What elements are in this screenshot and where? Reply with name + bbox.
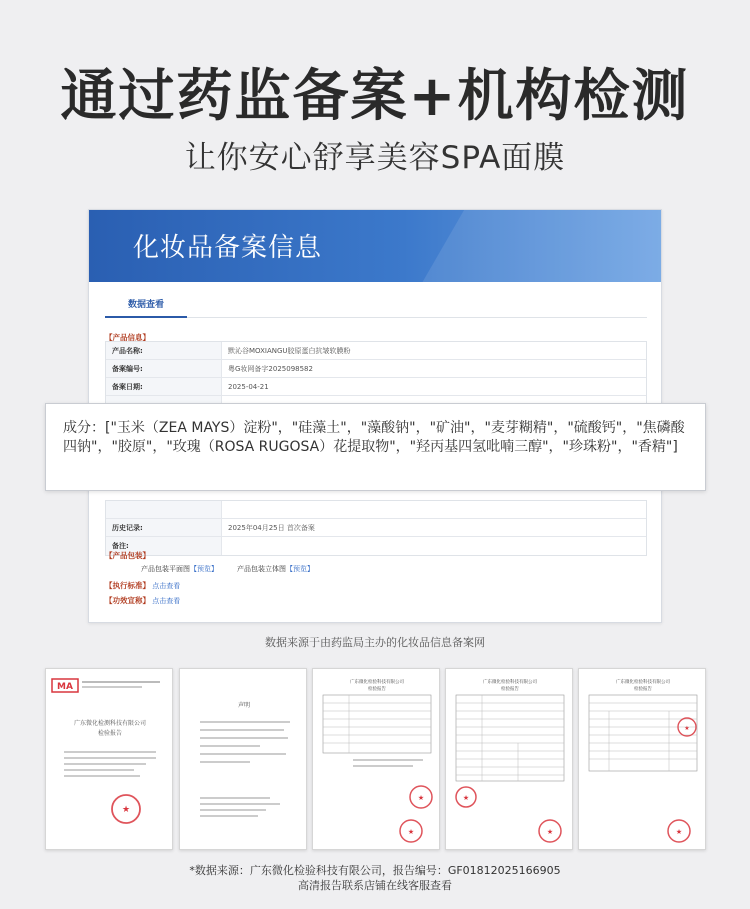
efficacy-row [105, 595, 180, 606]
report-doc-page-2[interactable] [445, 668, 573, 850]
standard-label: 【执行标准】 [105, 581, 150, 590]
report-doc-page-1[interactable] [312, 668, 440, 850]
report-caption: 检验报告 [501, 687, 519, 692]
report-doc-page-3[interactable] [578, 668, 706, 850]
row-key: 备案日期: [106, 378, 222, 395]
statement-image [180, 669, 307, 850]
footer-source: *数据来源：广东微化检验科技有限公司，报告编号：GF01812025166905 [189, 864, 561, 877]
history-table [105, 500, 647, 556]
package-flat-label: 产品包装平面图 [141, 565, 190, 573]
report-cover-image [46, 669, 173, 850]
page-subtitle: 让你安心舒享美容SPA面膜 [184, 140, 566, 176]
report-page-image [313, 669, 440, 850]
efficacy-view-link[interactable]: 点击查看 [152, 597, 181, 605]
table-row [106, 342, 646, 360]
package-3d-preview-link[interactable]: 【预览】 [286, 565, 314, 573]
row-value: 2025年04月25日 首次备案 [228, 524, 315, 532]
report-page-image [446, 669, 573, 850]
svg-text:★: ★ [546, 828, 554, 836]
row-value: 2025-04-21 [228, 383, 269, 391]
row-value: 默沁谷MOXIANGU胶原蛋白抗皱软膜粉 [228, 347, 351, 355]
svg-text:★: ★ [462, 794, 470, 802]
source-note: 数据来源于由药监局主办的化妆品信息备案网 [265, 636, 485, 649]
svg-text:★: ★ [675, 828, 683, 836]
table-row [106, 360, 646, 378]
package-label: 【产品包装】 [105, 551, 150, 560]
package-flat-preview-link[interactable]: 【预览】 [190, 565, 218, 573]
tab-data-view[interactable]: 数据查看 [105, 294, 187, 318]
package-flat-row [141, 564, 218, 574]
tab-bar [105, 294, 647, 318]
report-org: 广东微化检验科技有限公司 [483, 680, 537, 685]
row-value [222, 537, 646, 555]
ingredients-popup: 成分：["玉米（ZEA MAYS）淀粉"，"硅藻土"，"藻酸钠"，"矿油"，"麦芽糊精"，"硫酸钙"，"焦磷酸四钠"，"胶原"，"玫瑰（ROSA RUGOSA）花提取物"，"羟丙基四氢吡喃三醇"，"珍珠粉"，"香精"] [45, 403, 706, 491]
row-key: 历史记录: [106, 519, 222, 536]
table-row [106, 519, 646, 537]
row-key: 产品名称: [106, 342, 222, 359]
report-caption: 检验报告 [368, 687, 386, 692]
table-row [106, 537, 646, 555]
svg-text:★: ★ [684, 725, 690, 732]
row-value: 粤G妆网备字2025098582 [228, 365, 313, 373]
package-3d-row [237, 564, 314, 574]
row-key [106, 501, 222, 518]
table-row [106, 378, 646, 396]
report-doc-statement[interactable] [179, 668, 307, 850]
svg-text:★: ★ [121, 805, 131, 815]
report-page-image [579, 669, 706, 850]
table-row [106, 501, 646, 519]
report-caption: 检验报告 [634, 687, 652, 692]
panel-header-title: 化妆品备案信息 [133, 233, 323, 263]
product-info-label: 【产品信息】 [105, 333, 150, 342]
row-value [222, 501, 646, 518]
report-doc-cover[interactable] [45, 668, 173, 850]
svg-text:★: ★ [407, 828, 415, 836]
report-caption: 检验报告 [97, 730, 123, 737]
package-3d-label: 产品包装立体图 [237, 565, 286, 573]
row-key: 备注: [106, 537, 222, 555]
report-org: 广东微化检验科技有限公司 [616, 680, 670, 685]
efficacy-label: 【功效宣称】 [105, 596, 150, 605]
statement-caption: 声明 [237, 702, 251, 709]
footer-contact: 高清报告联系店铺在线客服查看 [298, 879, 452, 892]
svg-text:★: ★ [417, 794, 425, 802]
row-key: 备案编号: [106, 360, 222, 377]
page-title: 通过药监备案+机构检测 [60, 64, 690, 129]
report-org: 广东微化检测科技有限公司 [73, 720, 147, 727]
panel-header [89, 210, 661, 282]
ma-badge: MA [57, 682, 73, 692]
standard-row [105, 580, 180, 591]
standard-view-link[interactable]: 点击查看 [152, 582, 181, 590]
report-org: 广东微化检验科技有限公司 [350, 680, 404, 685]
